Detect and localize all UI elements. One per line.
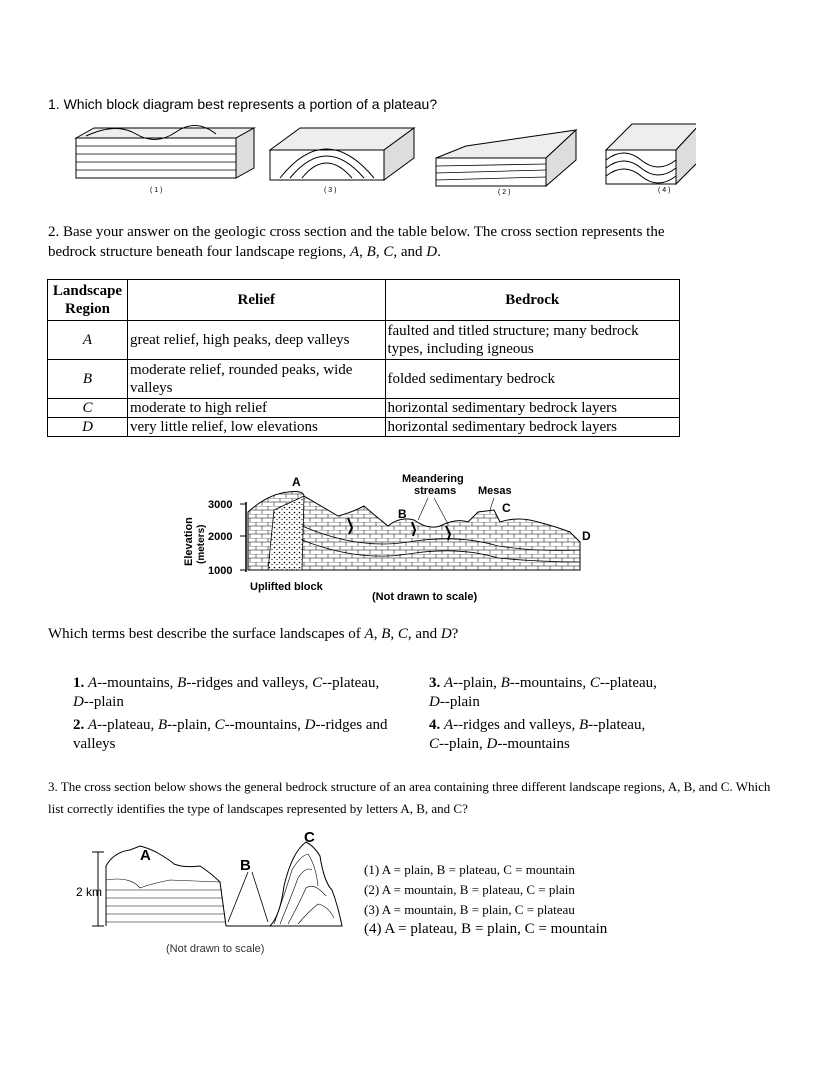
opt-letter: D (73, 694, 84, 710)
tick-2000: 2000 (208, 531, 233, 543)
opt-letter: D (429, 694, 440, 710)
block-label-1: ( 1 ) (150, 187, 163, 194)
opt-text: --plateau, (599, 675, 657, 691)
opt-text: --mountains, (224, 717, 305, 733)
geologic-cross-section (178, 466, 618, 606)
opt-text: --plateau, (588, 717, 646, 733)
cell-region: C (48, 399, 128, 418)
q2-intro-line-2: bedrock structure beneath four landscape regions, A, B, C, and D. (48, 244, 441, 260)
q2-letter-a: A (349, 244, 360, 260)
ask-letter-d: D (440, 626, 452, 642)
block-diagram-4 (606, 124, 696, 184)
opt-text: --plain, (439, 736, 487, 752)
option-number: 4. (429, 717, 441, 733)
ask-letter-c: C (397, 626, 408, 642)
cell-region: B (48, 360, 128, 399)
opt-letter: B (177, 675, 187, 691)
section-label-b: B (398, 507, 407, 521)
cell-bedrock: faulted and titled structure; many bedrock types, including igneous (385, 321, 679, 360)
opt-text: --plain, (453, 675, 501, 691)
option-number: 3. (429, 675, 441, 691)
elevation-axis-label: Elevation (183, 517, 195, 566)
cell-region: D (48, 418, 128, 437)
opt-text: --mountains, (97, 675, 178, 691)
ask-text: Which terms best describe the surface landscapes of (48, 626, 365, 642)
answer-option-4[interactable] (429, 716, 729, 754)
opt-letter: B (500, 675, 510, 691)
opt-letter: C (429, 736, 440, 752)
uplifted-block-label: Uplifted block (250, 581, 323, 593)
opt-text: --ridges and valleys, (186, 675, 313, 691)
q3-not-to-scale: (Not drawn to scale) (166, 943, 265, 955)
opt-text: --plateau, (322, 675, 380, 691)
opt-letter: C (312, 675, 323, 691)
section-label-c: C (502, 501, 511, 515)
q2-intro-line-1: 2. Base your answer on the geologic cross section and the table below. The cross section represents the (48, 224, 665, 240)
ask-and: and (415, 626, 441, 642)
block-diagram-3 (270, 128, 414, 180)
opt-letter: A (88, 717, 98, 733)
option-number: 1. (73, 675, 85, 691)
opt-letter: A (444, 675, 454, 691)
opt-letter: C (589, 675, 600, 691)
opt-letter: D (486, 736, 498, 752)
header-bedrock: Bedrock (385, 280, 679, 321)
elevation-axis-unit: (meters) (196, 524, 207, 564)
cell-bedrock: horizontal sedimentary bedrock layers (385, 418, 679, 437)
opt-text: --ridges and valleys, (453, 717, 579, 733)
opt-letter: B (578, 717, 589, 733)
mesas-label: Mesas (478, 485, 512, 497)
header-relief: Relief (127, 280, 385, 321)
opt-text: --plateau, (97, 717, 158, 733)
cell-relief: great relief, high peaks, deep valleys (127, 321, 385, 360)
table-row (48, 399, 680, 418)
cell-bedrock: horizontal sedimentary bedrock layers (385, 399, 679, 418)
block-diagrams (66, 120, 696, 196)
opt-text: --plain, (167, 717, 215, 733)
q3-choice-4[interactable]: (4) A = plateau, B = plain, C = mountain (364, 921, 608, 937)
landscape-table (47, 279, 680, 437)
question-1-text: 1. Which block diagram best represents a portion of a plateau? (48, 96, 438, 112)
q2-letter-c: C (383, 244, 394, 260)
block-label-4: ( 4 ) (658, 187, 671, 194)
q3-choice-2[interactable]: (2) A = mountain, B = plateau, C = plain (364, 882, 575, 897)
tick-1000: 1000 (208, 565, 233, 577)
q3-label-b: B (240, 857, 251, 874)
opt-text: valleys (73, 736, 116, 752)
streams-label: streams (414, 485, 457, 497)
opt-letter: A (444, 717, 454, 733)
question-3-text: 3. The cross section below shows the general bedrock structure of an area containing three different landscape regions, A, B, and C. Which list correctly identifies the type of landscapes represented by letters A, B, and C? (48, 779, 771, 816)
table-header-row (48, 280, 680, 321)
section-label-a: A (292, 475, 301, 489)
table-row (48, 321, 680, 360)
cell-relief: moderate to high relief (127, 399, 385, 418)
landscape-cross-section (70, 826, 360, 960)
cell-relief: moderate relief, rounded peaks, wide valleys (127, 360, 385, 399)
q2-letter-d: D (426, 244, 438, 260)
q3-choice-3[interactable]: (3) A = mountain, B = plain, C = plateau (364, 902, 575, 917)
cell-region: A (48, 321, 128, 360)
q2-intro-text: bedrock structure beneath four landscape regions, (48, 244, 350, 260)
section-label-d: D (582, 529, 591, 543)
scale-label: 2 km (76, 885, 103, 899)
cell-relief: very little relief, low elevations (127, 418, 385, 437)
q3-label-c: C (304, 829, 315, 846)
opt-letter: C (214, 717, 225, 733)
answer-option-1[interactable] (73, 674, 423, 712)
opt-text: --mountains, (509, 675, 590, 691)
meandering-label: Meandering (402, 473, 464, 485)
opt-letter: D (304, 717, 316, 733)
answer-option-3[interactable] (429, 674, 729, 712)
header-region: Landscape Region (48, 280, 128, 321)
q3-choice-1[interactable]: (1) A = plain, B = plateau, C = mountain (364, 862, 575, 877)
block-label-2: ( 2 ) (498, 189, 511, 196)
answer-option-2[interactable] (73, 716, 423, 754)
opt-text: --ridges and (315, 717, 388, 733)
block-diagram-1 (76, 125, 254, 178)
table-row (48, 418, 680, 437)
q2-intro-and: and (400, 244, 427, 260)
question-2-intro (48, 222, 748, 262)
option-number: 2. (73, 717, 85, 733)
block-diagram-2 (436, 130, 576, 186)
question-2-ask: Which terms best describe the surface landscapes of A, B, C, and D? (48, 626, 459, 642)
cell-bedrock: folded sedimentary bedrock (385, 360, 679, 399)
ask-letter-a: A (364, 626, 374, 642)
table-row (48, 360, 680, 399)
opt-text: --mountains (497, 736, 570, 752)
opt-letter: B (157, 717, 168, 733)
q3-label-a: A (140, 847, 151, 864)
block-label-3: ( 3 ) (324, 187, 337, 194)
tick-3000: 3000 (208, 499, 233, 511)
ask-letter-b: B (381, 626, 391, 642)
not-to-scale-note: (Not drawn to scale) (372, 591, 478, 603)
q2-letter-b: B (366, 244, 376, 260)
opt-letter: A (88, 675, 98, 691)
opt-text: --plain (83, 694, 124, 710)
opt-text: --plain (439, 694, 480, 710)
